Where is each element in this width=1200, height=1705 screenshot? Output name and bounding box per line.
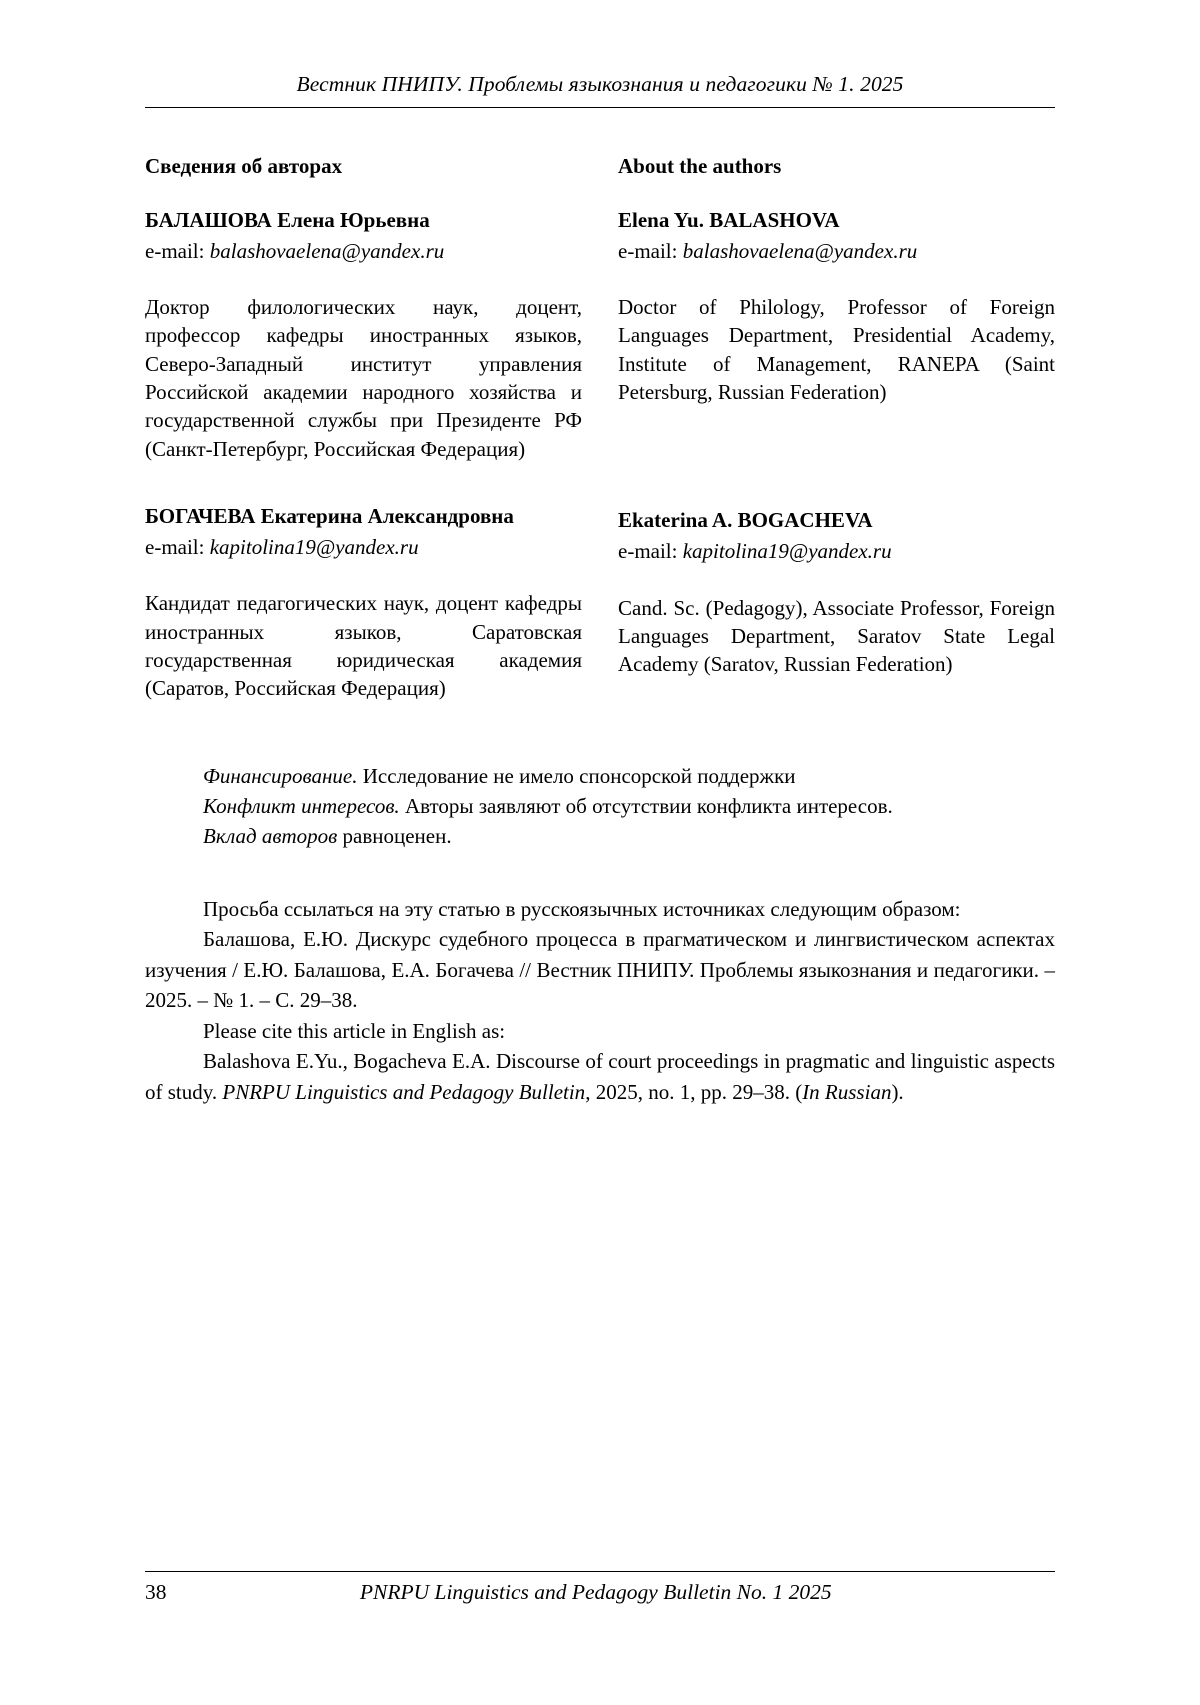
note-text: равноценен. bbox=[337, 824, 452, 849]
author-name-ru: БОГАЧЕВА Екатерина Александровна bbox=[145, 504, 514, 529]
author-email-line-ru bbox=[145, 237, 582, 265]
citation-intro-ru: Просьба ссылаться на эту статью в русскоязычных источниках следующим образом: bbox=[203, 896, 961, 921]
author-name-ru: БАЛАШОВА Елена Юрьевна bbox=[145, 208, 430, 232]
footer-row bbox=[145, 1580, 1055, 1605]
citation-en-journal: PNRPU Linguistics and Pedagogy Bulletin bbox=[222, 1079, 586, 1104]
author-name-en: Elena Yu. BALASHOVA bbox=[618, 208, 840, 232]
author-entry-ru-2 bbox=[145, 503, 582, 702]
author-email-line-en bbox=[618, 537, 1055, 565]
citation-reference-ru: Балашова, Е.Ю. Дискурс судебного процесса в прагматическом и лингвистическом аспектах изучения / Е.Ю. Балашова, Е.А. Богачева // Вестник ПНИПУ. Проблемы языкознания и педагогики. – 2025. – № 1. – С. 29–38. bbox=[145, 927, 1055, 1013]
note-label: Финансирование. bbox=[203, 763, 358, 788]
citation-intro-en: Please cite this article in English as: bbox=[203, 1018, 506, 1043]
note-text: Авторы заявляют об отсутствии конфликта интересов. bbox=[399, 794, 893, 818]
footer-divider bbox=[145, 1571, 1055, 1572]
note-contribution bbox=[203, 821, 1055, 851]
note-funding bbox=[203, 761, 1055, 791]
author-email-line-ru bbox=[145, 533, 582, 561]
email-label: e-mail: bbox=[618, 238, 678, 263]
authors-column-en bbox=[618, 154, 1055, 703]
citation-en-part1: Balashova E.Yu., Bogacheva E.A. Discourse of court proceedings in pragmatic and linguistic aspects of study. bbox=[145, 1049, 1055, 1104]
note-conflict bbox=[203, 791, 1055, 821]
citation-reference-en bbox=[145, 1046, 1055, 1107]
email-address[interactable]: kapitolina19@yandex.ru bbox=[682, 539, 892, 564]
note-text: Исследование не имело спонсорской поддержки bbox=[357, 763, 796, 788]
email-address[interactable]: balashovaelena@yandex.ru bbox=[209, 238, 445, 263]
authors-heading-ru: Сведения об авторах bbox=[145, 154, 343, 178]
author-affiliation-en: Doctor of Philology, Professor of Foreign Languages Department, Presidential Academy, Institute of Management, RANEPA (Saint Petersburg, Russian Federation) bbox=[618, 295, 1055, 405]
notes-section bbox=[145, 761, 1055, 852]
page-footer bbox=[145, 1571, 1055, 1605]
page-number: 38 bbox=[145, 1580, 167, 1604]
citation-en-part2: , 2025, no. 1, pp. 29–38. ( bbox=[585, 1079, 803, 1104]
citation-en-language: In Russian bbox=[802, 1079, 892, 1104]
author-entry-ru-1 bbox=[145, 207, 582, 463]
note-label: Вклад авторов bbox=[203, 824, 338, 849]
email-address[interactable]: balashovaelena@yandex.ru bbox=[682, 238, 918, 263]
running-head: Вестник ПНИПУ. Проблемы языкознания и педагогики № 1. 2025 bbox=[296, 72, 904, 96]
author-affiliation-ru: Доктор филологических наук, доцент, профессор кафедры иностранных языков, Северо-Западный институт управления Российской академии народного хозяйства и государственной службы при Президенте РФ (Санкт-Петербург, Российская Федерация) bbox=[145, 295, 582, 461]
author-email-line-en bbox=[618, 237, 1055, 265]
author-affiliation-ru: Кандидат педагогических наук, доцент кафедры иностранных языков, Саратовская государственная юридическая академия (Саратов, Российская Федерация) bbox=[145, 591, 582, 701]
email-label: e-mail: bbox=[145, 534, 205, 559]
authors-column-ru bbox=[145, 154, 582, 703]
note-label: Конфликт интересов. bbox=[203, 794, 400, 818]
author-entry-en-2 bbox=[618, 507, 1055, 678]
citation-section bbox=[145, 894, 1055, 1107]
author-affiliation-en: Cand. Sc. (Pedagogy), Associate Professor, Foreign Languages Department, Saratov State Legal Academy (Saratov, Russian Federation) bbox=[618, 595, 1055, 677]
author-name-en: Ekaterina A. BOGACHEVA bbox=[618, 508, 873, 533]
footer-journal-title: PNRPU Linguistics and Pedagogy Bulletin No. 1 2025 bbox=[359, 1580, 832, 1604]
email-label: e-mail: bbox=[618, 539, 678, 564]
authors-heading-en: About the authors bbox=[618, 154, 782, 178]
author-entry-en-1 bbox=[618, 207, 1055, 406]
header-divider bbox=[145, 107, 1055, 108]
citation-en-part3: ). bbox=[891, 1079, 904, 1104]
email-address[interactable]: kapitolina19@yandex.ru bbox=[209, 534, 419, 559]
author-info-section bbox=[145, 154, 1055, 703]
email-label: e-mail: bbox=[145, 238, 205, 263]
